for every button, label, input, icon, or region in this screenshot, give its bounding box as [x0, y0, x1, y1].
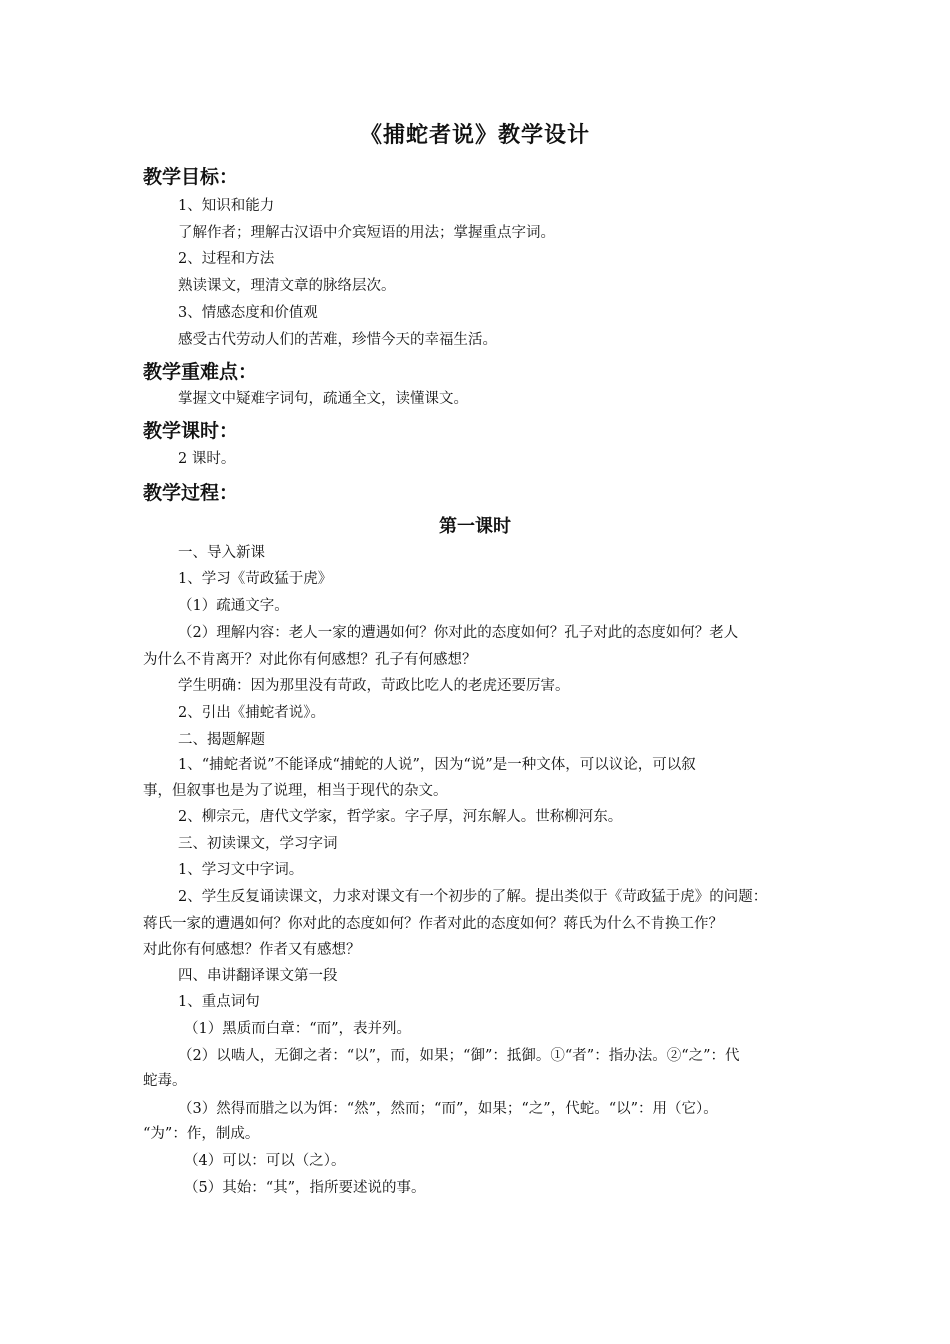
process-line: 一、导入新课 — [178, 545, 265, 561]
heading-key-points: 教学重难点： — [143, 361, 258, 383]
process-line: （4）可以：可以（之）。 — [184, 1153, 346, 1169]
process-line: 对此你有何感想？作者又有感想？ — [143, 942, 361, 958]
process-line: 2、学生反复诵读课文，力求对课文有一个初步的了解。提出类似于《苛政猛于虎》的问题： — [178, 889, 768, 905]
heading-hours: 教学课时： — [143, 420, 239, 442]
process-line: 二、揭题解题 — [178, 732, 265, 748]
process-line: 1、学习文中字词。 — [178, 862, 304, 878]
process-line: （3）然得而腊之以为饵：“然”，然而；“而”，如果；“之”，代蛇。“以”：用（它）。 — [178, 1101, 718, 1117]
process-line: 学生明确：因为那里没有苛政，苛政比吃人的老虎还要厉害。 — [178, 678, 570, 694]
process-line: 事，但叙事也是为了说理，相当于现代的杂文。 — [143, 783, 448, 799]
key-points-line: 掌握文中疑难字词句，疏通全文，读懂课文。 — [178, 391, 468, 407]
process-line: （1）黑质而白章：“而”，表并列。 — [184, 1021, 412, 1037]
process-line: 1、“捕蛇者说”不能译成“捕蛇的人说”，因为“说”是一种文体，可以议论，可以叙 — [178, 757, 696, 773]
process-line: 三、初读课文，学习字词 — [178, 836, 338, 852]
objectives-line: 1、知识和能力 — [178, 198, 275, 214]
objectives-line: 感受古代劳动人们的苦难，珍惜今天的幸福生活。 — [178, 332, 497, 348]
process-line: 为什么不肯离开？对此你有何感想？孔子有何感想？ — [143, 652, 477, 668]
heading-objectives: 教学目标： — [143, 166, 239, 188]
process-line: 2、柳宗元，唐代文学家，哲学家。字子厚，河东解人。世称柳河东。 — [178, 809, 623, 825]
page-title: 《捕蛇者说》教学设计 — [359, 123, 590, 148]
objectives-line: 2、过程和方法 — [178, 251, 275, 267]
objectives-line: 了解作者；理解古汉语中介宾短语的用法；掌握重点字词。 — [178, 225, 555, 241]
process-line: 四、串讲翻译课文第一段 — [178, 968, 338, 984]
process-line: 1、学习《苛政猛于虎》 — [178, 571, 333, 587]
process-line: 2、引出《捕蛇者说》。 — [178, 705, 325, 721]
process-line: （2）理解内容：老人一家的遭遇如何？你对此的态度如何？孔子对此的态度如何？老人 — [178, 625, 739, 641]
process-line: （5）其始：“其”，指所要述说的事。 — [184, 1180, 426, 1196]
process-line: （2）以啮人，无御之者：“以”，而，如果；“御”：抵御。①“者”：指办法。②“之”：代 — [178, 1048, 740, 1064]
subheading-first-lesson: 第一课时 — [439, 516, 511, 537]
process-line: 蛇毒。 — [143, 1073, 187, 1089]
process-line: “为”：作，制成。 — [143, 1126, 260, 1142]
process-line: （1）疏通文字。 — [178, 598, 289, 614]
heading-process: 教学过程： — [143, 482, 239, 504]
objectives-line: 3、情感态度和价值观 — [178, 305, 318, 321]
objectives-line: 熟读课文，理清文章的脉络层次。 — [178, 278, 396, 294]
process-line: 1、重点词句 — [178, 994, 260, 1010]
hours-line: 2 课时。 — [178, 451, 236, 467]
process-line: 蒋氏一家的遭遇如何？你对此的态度如何？作者对此的态度如何？蒋氏为什么不肯换工作？ — [143, 916, 723, 932]
